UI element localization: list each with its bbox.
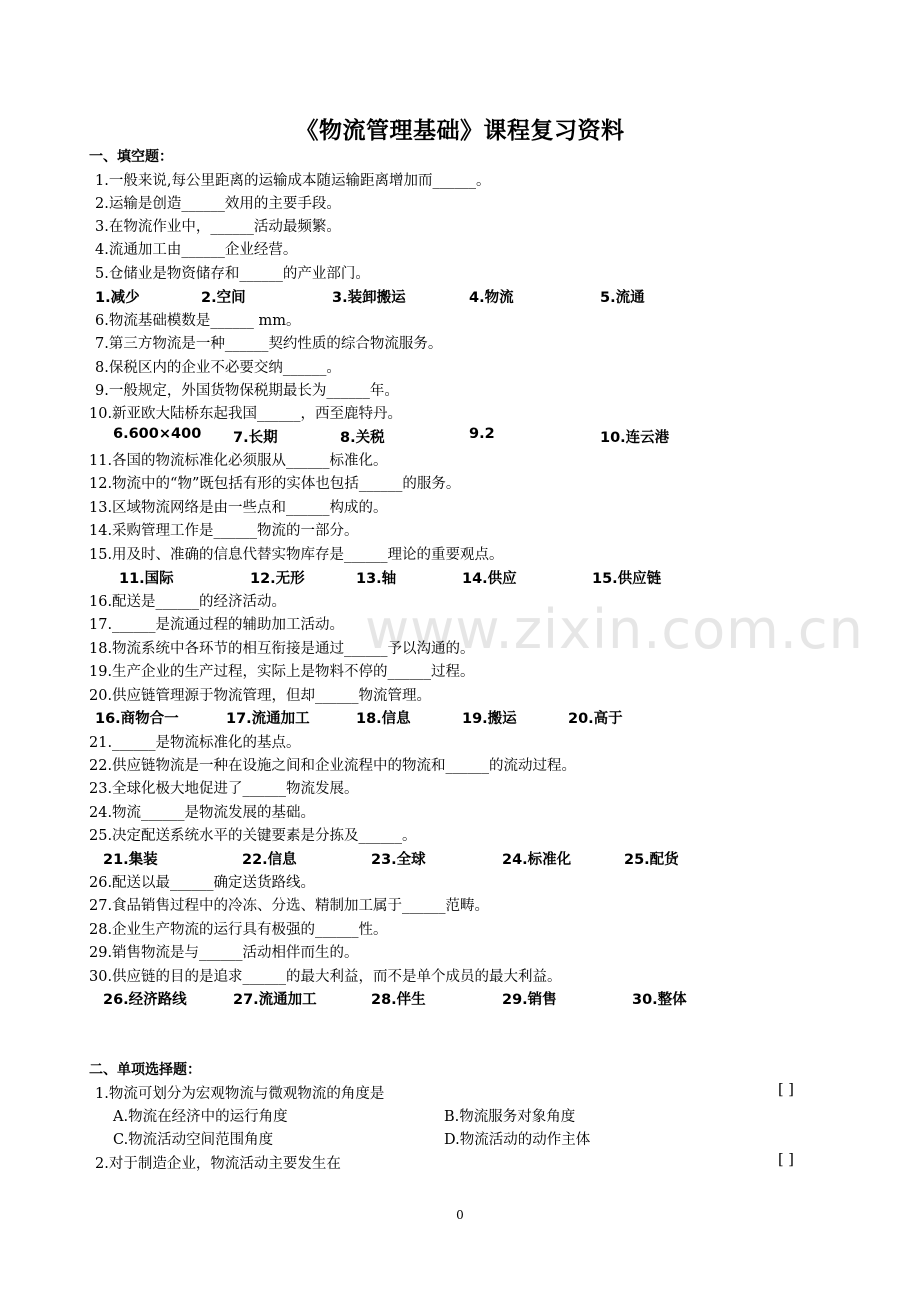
answer-item: 20.高于 (568, 711, 623, 727)
question-line: 25.决定配送系统水平的关键要素是分拣及______。 (89, 828, 417, 844)
answer-item: 3.装卸搬运 (332, 290, 406, 306)
question-line: 29.销售物流是与______活动相伴而生的。 (89, 945, 359, 961)
question-line: 9.一般规定，外国货物保税期最长为______年。 (95, 383, 399, 399)
answer-item: 1.减少 (95, 290, 140, 306)
question-line: 20.供应链管理源于物流管理，但却______物流管理。 (89, 688, 432, 704)
answer-item: 13.轴 (356, 571, 397, 587)
answer-item: 29.销售 (502, 992, 557, 1008)
question-line: 26.配送以最______确定送货路线。 (89, 875, 316, 891)
answer-bracket: [ ] (778, 1082, 794, 1098)
answer-item: 25.配货 (624, 852, 679, 868)
question-line: 1.一般来说,每公里距离的运输成本随运输距离增加而______。 (95, 173, 491, 189)
question-line: 11.各国的物流标准化必须服从______标准化。 (89, 453, 388, 469)
question-line: 10.新亚欧大陆桥东起我国______，西至鹿特丹。 (89, 406, 403, 422)
answer-item: 14.供应 (462, 571, 517, 587)
answer-bracket: [ ] (778, 1152, 794, 1168)
page-number: 0 (456, 1208, 464, 1222)
question-line: 16.配送是______的经济活动。 (89, 594, 287, 610)
answer-item: 17.流通加工 (226, 711, 310, 727)
mc-option: C.物流活动空间范围角度 (113, 1132, 274, 1148)
question-line: 4.流通加工由______企业经营。 (95, 242, 298, 258)
question-line: 7.第三方物流是一种______契约性质的综合物流服务。 (95, 336, 443, 352)
document-title: 《物流管理基础》课程复习资料 (295, 118, 625, 144)
question-line: 15.用及时、准确的信息代替实物库存是______理论的重要观点。 (89, 547, 504, 563)
answer-item: 22.信息 (242, 852, 297, 868)
question-line: 23.全球化极大地促进了______物流发展。 (89, 781, 359, 797)
mc-option: D.物流活动的动作主体 (444, 1132, 591, 1148)
answer-item: 7.长期 (233, 430, 278, 446)
answer-item: 27.流通加工 (233, 992, 317, 1008)
answer-item: 11.国际 (119, 571, 174, 587)
question-line: 14.采购管理工作是______物流的一部分。 (89, 523, 359, 539)
section-heading-single-choice: 二、单项选择题： (89, 1062, 201, 1078)
question-line: 12.物流中的“物”既包括有形的实体也包括______的服务。 (89, 476, 461, 492)
mc-option: A.物流在经济中的运行角度 (113, 1109, 288, 1125)
question-line: 5.仓储业是物资储存和______的产业部门。 (95, 266, 370, 282)
question-line: 22.供应链物流是一种在设施之间和企业流程中的物流和______的流动过程。 (89, 758, 577, 774)
answer-item: 8.关税 (340, 430, 385, 446)
answer-item: 12.无形 (250, 571, 305, 587)
question-line: 24.物流______是物流发展的基础。 (89, 805, 316, 821)
mc-option: B.物流服务对象角度 (444, 1109, 576, 1125)
answer-item: 4.物流 (469, 290, 514, 306)
answer-item: 21.集装 (103, 852, 158, 868)
answer-item: 16.商物合一 (95, 711, 179, 727)
answer-item: 19.搬运 (462, 711, 517, 727)
question-line: 27.食品销售过程中的冷冻、分选、精制加工属于______范畴。 (89, 898, 490, 914)
answer-item: 28.伴生 (371, 992, 426, 1008)
answer-item: 18.信息 (356, 711, 411, 727)
answer-item: 15.供应链 (592, 571, 662, 587)
mc-question-stem: 2.对于制造企业，物流活动主要发生在 (95, 1156, 341, 1172)
section-heading-fill-blank: 一、填空题： (89, 149, 173, 165)
answer-item: 6.600×400 (113, 426, 202, 442)
question-line: 13.区域物流网络是由一些点和______构成的。 (89, 500, 388, 516)
question-line: 17.______是流通过程的辅助加工活动。 (89, 617, 345, 633)
question-line: 3.在物流作业中，______活动最频繁。 (95, 219, 341, 235)
question-line: 18.物流系统中各环节的相互衔接是通过______予以沟通的。 (89, 641, 475, 657)
question-line: 19.生产企业的生产过程，实际上是物料不停的______过程。 (89, 664, 475, 680)
answer-item: 23.全球 (371, 852, 426, 868)
question-line: 2.运输是创造______效用的主要手段。 (95, 196, 341, 212)
answer-item: 10.连云港 (600, 430, 670, 446)
question-line: 30.供应链的目的是追求______的最大利益，而不是单个成员的最大利益。 (89, 969, 562, 985)
answer-item: 9.2 (469, 426, 495, 442)
answer-item: 5.流通 (600, 290, 645, 306)
watermark: www.zixin.com.cn (365, 598, 864, 661)
answer-item: 30.整体 (632, 992, 687, 1008)
question-line: 6.物流基础模数是______ mm。 (95, 313, 301, 329)
answer-item: 26.经济路线 (103, 992, 187, 1008)
question-line: 28.企业生产物流的运行具有极强的______性。 (89, 922, 388, 938)
mc-question-stem: 1.物流可划分为宏观物流与微观物流的角度是 (95, 1086, 385, 1102)
answer-item: 24.标准化 (502, 852, 572, 868)
answer-item: 2.空间 (201, 290, 246, 306)
question-line: 21.______是物流标准化的基点。 (89, 735, 301, 751)
question-line: 8.保税区内的企业不必要交纳______。 (95, 360, 341, 376)
